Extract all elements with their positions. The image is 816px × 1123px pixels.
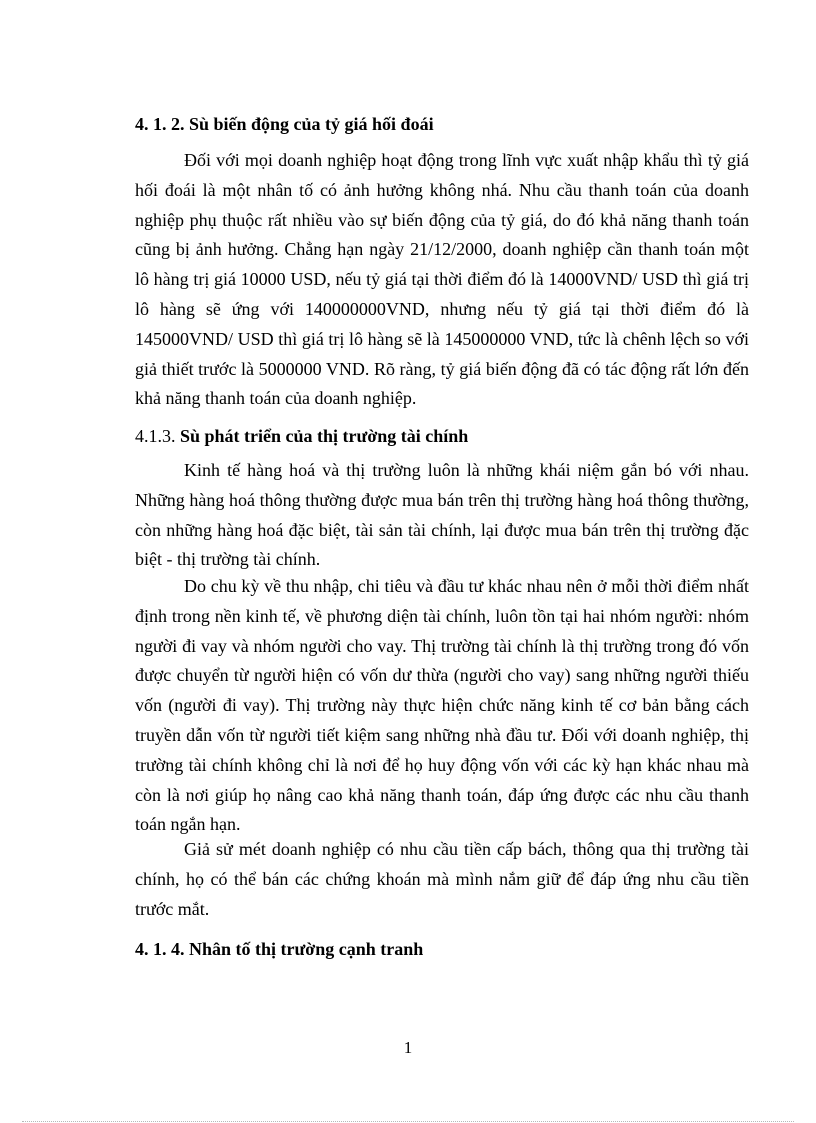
section-title: Sù phát triển của thị trường tài chính — [180, 426, 469, 446]
section-number: 4. 1. 4. — [135, 939, 185, 959]
section-heading-4-1-3 — [135, 425, 755, 447]
section-number: 4.1.3. — [135, 426, 176, 446]
page-break-divider — [22, 1121, 794, 1122]
section-number: 4. 1. 2. — [135, 114, 185, 134]
section-heading-4-1-4 — [135, 938, 755, 960]
paragraph: Kinh tế hàng hoá và thị trường luôn là những khái niệm gắn bó với nhau. Những hàng hoá thông thường được mua bán trên thị trường hàng hoá thông thường, còn những hàng hoá đặc biệt, tài sản tài chính, lại được mua bán trên thị trường đặc biệt - thị trường tài chính. — [135, 460, 749, 570]
paragraph: Đối với mọi doanh nghiệp hoạt động trong lĩnh vực xuất nhập khẩu thì tỷ giá hối đoái là một nhân tố có ảnh hưởng không nhá. Nhu cầu thanh toán của doanh nghiệp phụ thuộc rất nhiều vào sự biến động của tỷ giá, do đó khả năng thanh toán cũng bị ảnh hưởng. Chẳng hạn ngày 21/12/2000, doanh nghiệp cần thanh toán một lô hàng trị giá 10000 USD, nếu tỷ giá tại thời điểm đó là 14000VND/ USD thì giá trị lô hàng sẽ ứng với 140000000VND, nhưng nếu tỷ giá tại thời điểm đó là 145000VND/ USD thì giá trị lô hàng sẽ là 145000000 VND, tức là chênh lệch so với giả thiết trước là 5000000 VND. Rõ ràng, tỷ giá biến động đã có tác động rất lớn đến khả năng thanh toán của doanh nghiệp. — [135, 150, 749, 409]
paragraph: Do chu kỳ về thu nhập, chi tiêu và đầu tư khác nhau nên ở mỗi thời điểm nhất định trong nền kinh tế, về phương diện tài chính, luôn tồn tại hai nhóm người: nhóm người đi vay và nhóm người cho vay. Thị trường tài chính là thị trường trong đó vốn được chuyển từ người hiện có vốn dư thừa (người cho vay) sang những người thiếu vốn (người đi vay). Thị trường này thực hiện chức năng kinh tế cơ bản bằng cách truyền dẫn vốn từ người tiết kiệm sang những nhà đầu tư. Đối với doanh nghiệp, thị trường tài chính không chỉ là nơi để họ huy động vốn với các kỳ hạn khác nhau mà còn là nơi giúp họ nâng cao khả năng thanh toán, đáp ứng được các nhu cầu thanh toán ngắn hạn. — [135, 576, 749, 835]
paragraph: Giả sử mét doanh nghiệp có nhu cầu tiền cấp bách, thông qua thị trường tài chính, họ có thể bán các chứng khoán mà mình nắm giữ để đáp ứng nhu cầu tiền trước mắt. — [135, 839, 749, 919]
section-title: Nhân tố thị trường cạnh tranh — [189, 939, 424, 959]
section-title: Sù biến động của tỷ giá hối đoái — [189, 114, 434, 134]
section-heading-4-1-2 — [135, 113, 755, 135]
page-number: 1 — [403, 1038, 413, 1057]
